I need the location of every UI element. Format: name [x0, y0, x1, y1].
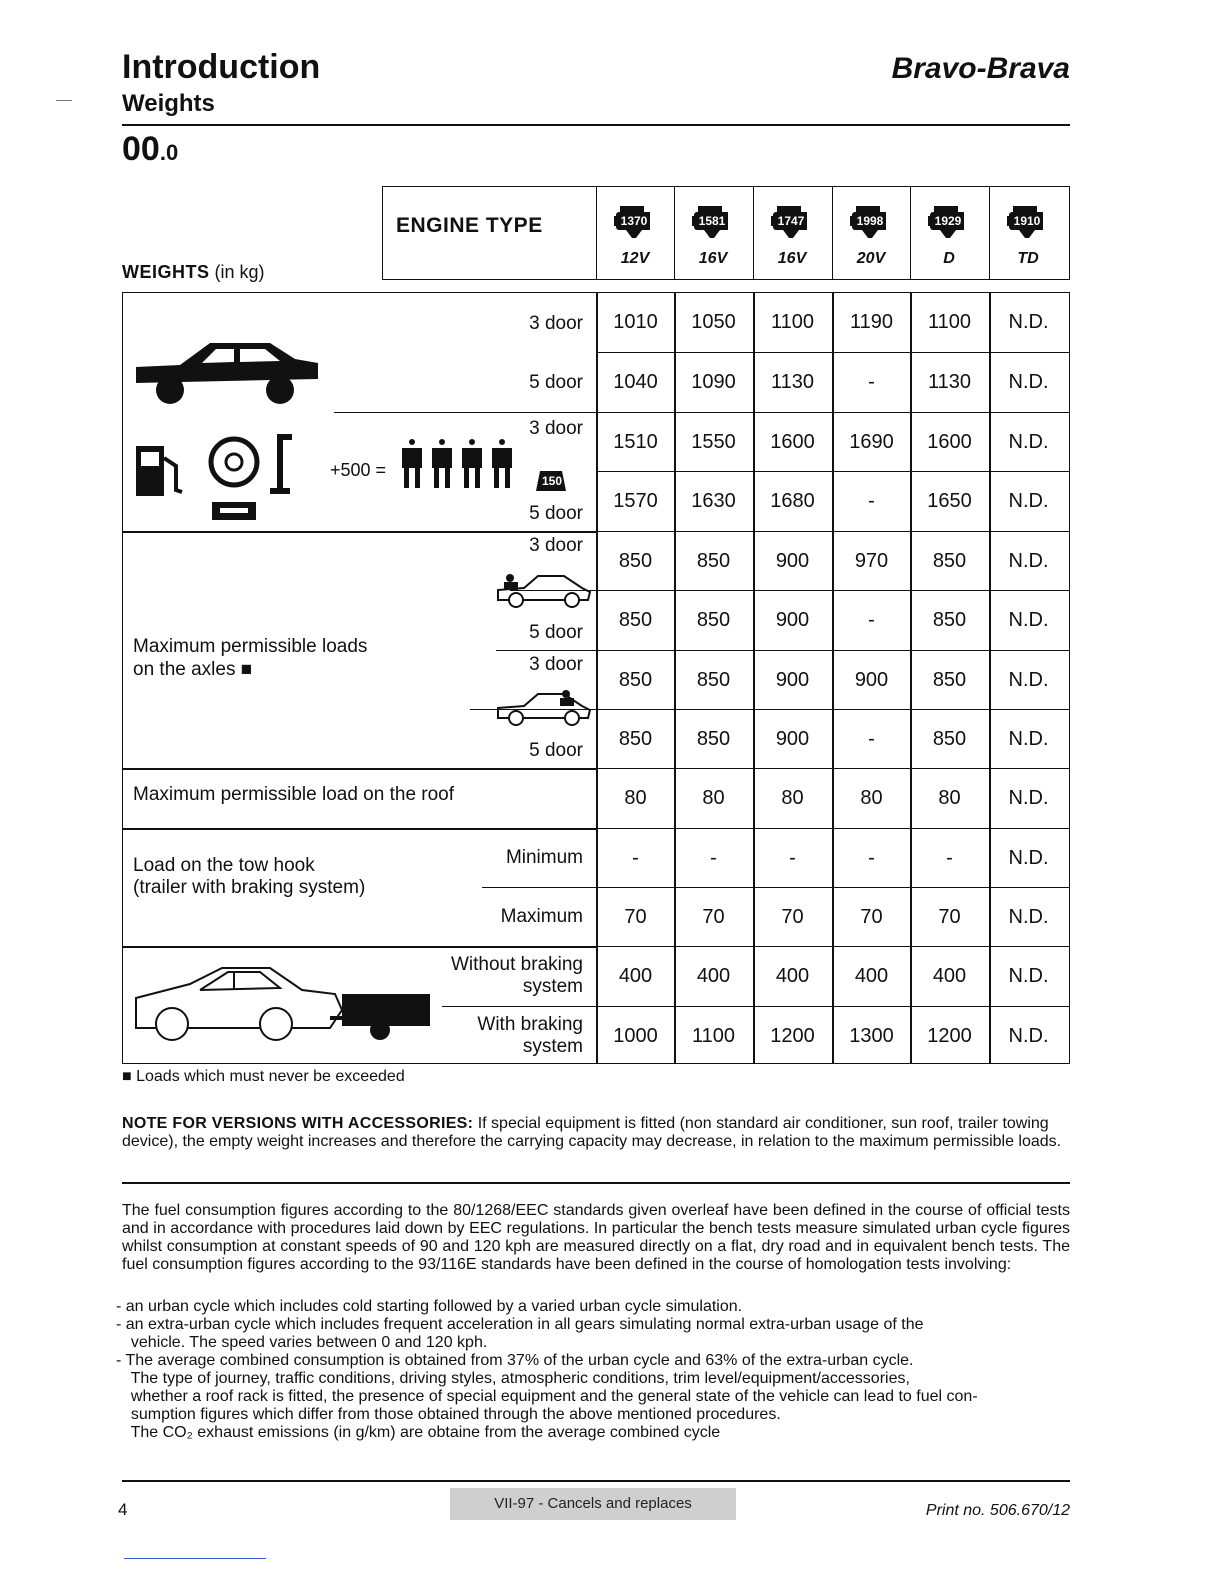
table-cell: -: [868, 490, 875, 512]
grid-line: [596, 531, 1070, 532]
bullet-line: The type of journey, traffic conditions, driving styles, atmospheric conditions, trim level/equipment/accessories,: [122, 1370, 910, 1387]
engine-icon: [614, 206, 650, 240]
table-cell: N.D.: [1008, 1025, 1049, 1047]
table-cell: N.D.: [1008, 431, 1049, 453]
table-cell: 1100: [770, 311, 814, 333]
print-number: Print no. 506.670/12: [925, 1502, 1070, 1519]
table-cell: 400: [696, 965, 731, 987]
engine-icon: [928, 206, 964, 240]
table-cell: N.D.: [1008, 609, 1049, 631]
table-cell: N.D.: [1008, 669, 1049, 691]
label-5door: 5 door: [529, 622, 583, 643]
table-cell: 1010: [613, 311, 658, 333]
table-cell: 1130: [770, 371, 814, 393]
engine-icon: [692, 206, 728, 240]
grid-line: [596, 412, 1070, 413]
with-braking-label-2: system: [522, 1036, 583, 1057]
engine-type-label: ENGINE TYPE: [396, 214, 543, 237]
tow-label-2: (trailer with braking system): [133, 877, 366, 898]
table-cell: 80: [860, 787, 883, 809]
weights-label-bold: WEIGHTS: [122, 262, 210, 282]
table-cell: 1190: [849, 311, 893, 333]
badge-150: 150: [541, 474, 563, 488]
car-sedan-icon: [130, 335, 330, 415]
grid-line: [596, 768, 1070, 769]
table-cell: 1130: [927, 371, 971, 393]
engine-code: 1370: [620, 214, 648, 228]
table-cell: 70: [938, 906, 961, 928]
table-cell: N.D.: [1008, 906, 1049, 928]
table-cell: 1600: [770, 431, 815, 453]
note-heading: NOTE FOR VERSIONS WITH ACCESSORIES:: [122, 1115, 474, 1132]
axles-label-2: on the axles ■: [133, 659, 253, 680]
engine-code: 1929: [934, 214, 962, 228]
table-cell: 70: [702, 906, 725, 928]
bullet-line: whether a roof rack is fitted, the presence of special equipment and the general state of the vehicle can lead to fuel con-: [122, 1388, 978, 1405]
fuel-paragraph: The fuel consumption figures according to the 80/1268/EEC standards given overleaf have been defined in the course of official tests and in accordance with procedures laid down by EEC regulations. In particular the bench tests measure simulated urban cycle figures whilst consumption at constant speeds of 90 and 120 kph are measured directly on a flat, dry road and in equivalent bench tests. The fuel consumption figures according to the 93/116E standards have been defined in the course of homologation tests involving:: [122, 1202, 1070, 1273]
grid-line: [122, 828, 596, 830]
table-cell: -: [868, 847, 875, 869]
table-cell: 1680: [770, 490, 815, 512]
tow-label-1: Load on the tow hook: [133, 855, 315, 876]
table-cell: -: [946, 847, 953, 869]
accessories-note: [122, 1115, 1070, 1151]
engine-icon: [1007, 206, 1043, 240]
car-trailer-icon: [130, 958, 440, 1048]
table-cell: 1600: [927, 431, 972, 453]
table-cell: 850: [618, 550, 653, 572]
grid-line: [596, 650, 1070, 651]
engine-icon: [850, 206, 886, 240]
table-cell: 70: [860, 906, 883, 928]
page-number: 4: [118, 1500, 128, 1519]
section-rule: [122, 1182, 1070, 1184]
table-cell: 900: [775, 669, 810, 691]
with-braking-label-1: With braking: [477, 1014, 583, 1035]
car-front-axle-icon: [494, 568, 594, 608]
table-cell: 1300: [849, 1025, 894, 1047]
bullet-line: The CO₂ exhaust emissions (in g/km) are obtaine from the average combined cycle: [122, 1424, 721, 1441]
revision-stamp: VII-97 - Cancels and replaces: [450, 1488, 736, 1520]
table-cell: N.D.: [1008, 490, 1049, 512]
table-cell: 1570: [613, 490, 658, 512]
table-cell: 1690: [849, 431, 894, 453]
table-cell: 900: [854, 669, 889, 691]
table-cell: 1650: [927, 490, 972, 512]
table-cell: -: [868, 371, 875, 393]
section-sub: .0: [159, 140, 179, 165]
weights-label-unit: (in kg): [214, 262, 265, 282]
table-cell: 400: [854, 965, 889, 987]
label-3door: 3 door: [529, 535, 583, 556]
table-cell: 400: [932, 965, 967, 987]
table-cell: 80: [938, 787, 961, 809]
table-cell: N.D.: [1008, 728, 1049, 750]
table-cell: 850: [696, 728, 731, 750]
table-cell: 900: [775, 550, 810, 572]
label-3door: 3 door: [529, 418, 583, 439]
footer-rule: [122, 1480, 1070, 1482]
grid-line: [122, 768, 596, 770]
maximum-label: Maximum: [500, 906, 583, 927]
table-cell: 1200: [770, 1025, 815, 1047]
table-cell: 1550: [691, 431, 736, 453]
section-main: 00: [122, 130, 160, 168]
table-cell: 80: [624, 787, 647, 809]
grid-line: [122, 946, 596, 948]
table-cell: 850: [618, 609, 653, 631]
engine-type-value: TD: [1017, 250, 1039, 267]
table-cell: N.D.: [1008, 965, 1049, 987]
engine-code: 1581: [698, 214, 726, 228]
table-cell: 1040: [613, 371, 658, 393]
grid-line: [122, 531, 596, 533]
table-cell: 970: [854, 550, 889, 572]
grid-line: [442, 1006, 596, 1007]
table-cell: 850: [618, 669, 653, 691]
table-cell: 850: [932, 609, 967, 631]
table-cell: -: [789, 847, 796, 869]
page-subtitle: Weights: [122, 90, 215, 117]
weights-label: [122, 262, 265, 283]
engine-type-value: 12V: [620, 250, 650, 267]
table-cell: -: [632, 847, 639, 869]
section-number: [122, 130, 178, 169]
table-cell: 1050: [691, 311, 736, 333]
table-cell: 1090: [691, 371, 736, 393]
fuel-pump-icon: [132, 430, 302, 525]
table-cell: 1510: [613, 431, 658, 453]
engine-code: 1998: [856, 214, 884, 228]
engine-type-value: D: [943, 250, 955, 267]
label-5door: 5 door: [529, 503, 583, 524]
label-3door: 3 door: [529, 313, 583, 334]
table-cell: 70: [781, 906, 804, 928]
table-cell: N.D.: [1008, 371, 1049, 393]
bullet-line: vehicle. The speed varies between 0 and 120 kph.: [122, 1334, 488, 1351]
table-cell: 850: [696, 669, 731, 691]
table-cell: 850: [618, 728, 653, 750]
footnote: ■ Loads which must never be exceeded: [122, 1068, 405, 1085]
grid-line: [334, 412, 596, 413]
table-cell: N.D.: [1008, 787, 1049, 809]
page-title: Introduction: [122, 48, 321, 86]
minimum-label: Minimum: [505, 847, 583, 868]
table-cell: 850: [696, 550, 731, 572]
grid-line: [596, 709, 1070, 710]
table-cell: -: [710, 847, 717, 869]
bullet-line: - The average combined consumption is obtained from 37% of the urban cycle and 63% of the extra-urban cycle.: [116, 1352, 914, 1369]
engine-code: 1910: [1013, 214, 1041, 228]
roof-label: Maximum permissible load on the roof: [133, 784, 455, 805]
table-cell: 900: [775, 728, 810, 750]
table-cell: N.D.: [1008, 847, 1049, 869]
table-cell: 1200: [927, 1025, 972, 1047]
grid-line: [596, 946, 1070, 947]
engine-type-value: 20V: [856, 250, 886, 267]
table-cell: 850: [696, 609, 731, 631]
table-cell: 1100: [691, 1025, 735, 1047]
grid-line: [596, 828, 1070, 829]
engine-code: 1747: [777, 214, 805, 228]
table-cell: 70: [624, 906, 647, 928]
grid-line: [596, 471, 1070, 472]
table-cell: N.D.: [1008, 311, 1049, 333]
engine-type-value: 16V: [698, 250, 728, 267]
label-3door: 3 door: [529, 654, 583, 675]
grid-line: [496, 650, 596, 651]
bullet-line: - an urban cycle which includes cold starting followed by a varied urban cycle simulation.: [116, 1298, 743, 1315]
brand-name: Bravo-Brava: [891, 52, 1070, 85]
bottom-link-underline[interactable]: [124, 1558, 266, 1559]
grid-line: [596, 887, 1070, 888]
car-rear-axle-icon: [494, 686, 594, 726]
grid-line: [596, 590, 1070, 591]
margin-mark: [56, 100, 72, 101]
table-cell: 850: [932, 550, 967, 572]
axles-label-1: Maximum permissible loads: [133, 636, 368, 657]
table-cell: -: [868, 728, 875, 750]
table-cell: 1630: [691, 490, 736, 512]
table-cell: 80: [781, 787, 804, 809]
engine-icon: [771, 206, 807, 240]
table-cell: 1100: [927, 311, 971, 333]
table-cell: N.D.: [1008, 550, 1049, 572]
table-cell: -: [868, 609, 875, 631]
table-cell: 80: [702, 787, 725, 809]
grid-line: [596, 352, 1070, 353]
plus500-label: +500 =: [330, 460, 387, 480]
engine-type-value: 16V: [777, 250, 807, 267]
bullet-line: sumption figures which differ from those obtained through the above mentioned procedures.: [122, 1406, 781, 1423]
table-cell: 850: [932, 728, 967, 750]
grid-line: [596, 1006, 1070, 1007]
without-braking-label-2: system: [522, 976, 583, 997]
header-rule: [122, 124, 1070, 126]
table-cell: 400: [775, 965, 810, 987]
table-cell: 400: [618, 965, 653, 987]
table-cell: 1000: [613, 1025, 658, 1047]
bullet-line: - an extra-urban cycle which includes frequent acceleration in all gears simulating normal extra-urban usage of the: [116, 1316, 924, 1333]
table-cell: 850: [932, 669, 967, 691]
label-5door: 5 door: [529, 372, 583, 393]
note-text: If special equipment is fitted (non standard air conditioner, sun roof, trailer towing device), the empty weight increases and therefore the carrying capacity may decrease, in relation to the maximum permissible loads.: [122, 1115, 1062, 1150]
grid-line: [482, 887, 596, 888]
without-braking-label-1: Without braking: [450, 954, 583, 975]
table-cell: 900: [775, 609, 810, 631]
label-5door: 5 door: [529, 740, 583, 761]
